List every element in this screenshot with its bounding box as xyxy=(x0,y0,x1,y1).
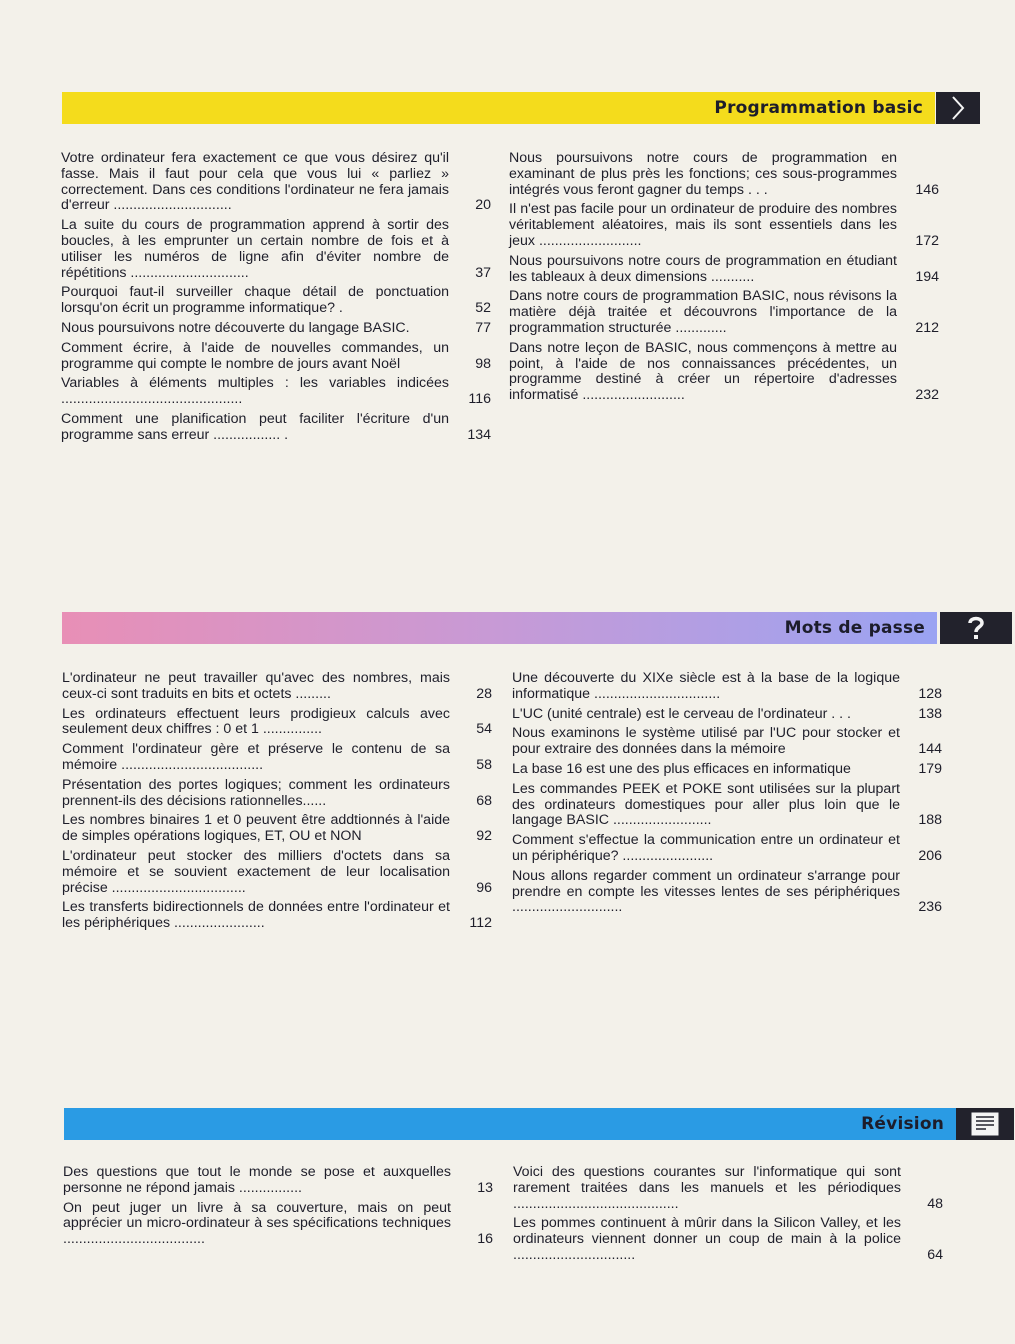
toc-entry-text: Présentation des portes logiques; comment les ordinateurs prennent-ils des décisions rationnelles...... xyxy=(62,776,450,809)
toc-entry-text: Comment l'ordinateur gère et préserve le contenu de sa mémoire .................................... xyxy=(62,741,450,773)
toc-entry-text: Pourquoi faut-il surveiller chaque détail de ponctuation lorsqu'on écrit un programme informatique? . xyxy=(61,284,449,317)
toc-entry-page: 54 xyxy=(476,721,492,738)
toc-entry-page: 236 xyxy=(918,899,942,916)
toc-entry-page: 13 xyxy=(477,1179,493,1196)
toc-entry-page: 212 xyxy=(915,319,939,336)
toc-entry-page: 68 xyxy=(476,792,492,809)
toc-entry-page: 179 xyxy=(918,760,942,777)
toc-entry-text: L'UC (unité centrale) est le cerveau de l'ordinateur . . . xyxy=(512,705,851,722)
toc-entry-page: 128 xyxy=(918,685,942,702)
toc-entry-text: Comment écrire, à l'aide de nouvelles commandes, un programme qui compte le nombre de jours avant Noël xyxy=(61,339,449,372)
toc-entry-page: 232 xyxy=(915,387,939,404)
toc-entry-page: 134 xyxy=(467,426,491,443)
toc-entry-text: Les transferts bidirectionnels de données entre l'ordinateur et les périphériques ....................... xyxy=(62,899,450,932)
banner-revision xyxy=(64,1108,956,1140)
section-title: Programmation basic xyxy=(714,98,923,118)
toc-entry-page: 96 xyxy=(476,879,492,896)
toc-entry-text: Une découverte du XIXe siècle est à la base de la logique informatique ................................ xyxy=(512,670,900,702)
toc-column-left xyxy=(63,1165,493,1252)
toc-entry xyxy=(63,1165,493,1197)
toc-entry-text: Voici des questions courantes sur l'informatique qui sont rarement traitées dans les manuels et les périodiques .......................................... xyxy=(513,1164,901,1212)
toc-entry-page: 92 xyxy=(476,828,492,845)
toc-entry-page: 206 xyxy=(918,847,942,864)
toc-entry-text: Nous poursuivons notre découverte du langage BASIC. xyxy=(61,319,410,336)
toc-column-right xyxy=(513,1165,943,1268)
toc-entry-page: 77 xyxy=(475,319,491,336)
toc-entry-page: 144 xyxy=(918,741,942,758)
toc-entry-page: 20 xyxy=(475,197,491,214)
toc-entry-page: 58 xyxy=(476,756,492,773)
toc-entry-text: Nous poursuivons notre cours de programmation en étudiant les tableaux à deux dimensions ........... xyxy=(509,252,897,285)
toc-entry-text: Il n'est pas facile pour un ordinateur de produire des nombres véritablement aléatoires, mais ils sont essentiels dans les jeux .......................... xyxy=(509,201,897,249)
toc-entry-text: Votre ordinateur fera exactement ce que vous désirez qu'il fasse. Mais il faut pour cela que vous lui « parliez » correctement. Dans ces conditions l'ordinateur ne fera jamais d'erreur .............................. xyxy=(61,150,449,214)
toc-entry-text: Comment une planification peut faciliter l'écriture d'un programme sans erreur ................. . xyxy=(61,410,449,443)
toc-entry-page: 138 xyxy=(918,705,942,722)
toc-entry-page: 112 xyxy=(469,915,492,932)
toc-entry-page: 116 xyxy=(468,391,491,408)
toc-entry-page: 28 xyxy=(476,685,492,702)
toc-entry-text: Nous allons regarder comment un ordinateur s'arrange pour prendre en compte les vitesses lentes de ses périphériques ............................ xyxy=(512,867,900,916)
toc-entry-page: 172 xyxy=(915,232,939,249)
toc-entry-text: La base 16 est une des plus efficaces en informatique xyxy=(512,760,851,777)
toc-entry-page: 188 xyxy=(918,812,942,829)
toc-entry-text: L'ordinateur peut stocker des milliers d'octets dans sa mémoire et se souvient exactement de leur localisation précise .................................. xyxy=(62,847,450,896)
section-title: Mots de passe xyxy=(784,618,925,638)
toc-entry-text: Les commandes PEEK et POKE sont utilisées sur la plupart des ordinateurs domestiques pour aller plus loin que le langage BASIC ......................... xyxy=(512,780,900,829)
toc-entry-page: 98 xyxy=(475,355,491,372)
toc-entry-text: Des questions que tout le monde se pose et auxquelles personne ne répond jamais ................ xyxy=(63,1164,451,1196)
toc-entry-text: Comment s'effectue la communication entre un ordinateur et un périphérique? ....................... xyxy=(512,832,900,864)
toc-entry-text: Les nombres binaires 1 et 0 peuvent être addtionnés à l'aide de simples opérations logiques, ET, OU et NON xyxy=(62,812,450,845)
toc-entry-page: 52 xyxy=(475,300,491,317)
section-title: Révision xyxy=(861,1114,944,1134)
toc-entry-text: Nous poursuivons notre cours de programmation en examinant de plus près les fonctions; ces sous-programmes intégrés vous feront gagner du temps . . . xyxy=(509,150,897,198)
toc-entry-text: Les pommes continuent à mûrir dans la Silicon Valley, et les ordinateurs viennent donner un coup de main à la police ............................... xyxy=(513,1215,901,1263)
toc-entry-text: Dans notre leçon de BASIC, nous commençons à mettre au point, à l'aide de nos connaissances précédentes, un programme destiné à créer un répertoire d'adresses informatisé .......................... xyxy=(509,339,897,404)
toc-entry-page: 37 xyxy=(475,264,491,281)
toc-entry-text: Variables à éléments multiples : les variables indicées .............................................. xyxy=(61,375,449,408)
toc-entry-text: On peut juger un livre à sa couverture, mais on peut apprécier un micro-ordinateur à ses spécifications techniques .................................... xyxy=(63,1199,451,1248)
document-icon xyxy=(956,1108,1014,1140)
toc-entry xyxy=(513,1165,943,1212)
toc-entry-text: Les ordinateurs effectuent leurs prodigieux calculs avec seulement deux chiffres : 0 et 1 ............... xyxy=(62,705,450,738)
toc-entry-page: 16 xyxy=(477,1231,493,1248)
toc-entry-page: 146 xyxy=(915,181,939,198)
toc-entry-text: L'ordinateur ne peut travailler qu'avec des nombres, mais ceux-ci sont traduits en bits et octets ......... xyxy=(62,670,450,702)
toc-entry xyxy=(513,1216,943,1263)
toc-entry-text: Nous examinons le système utilisé par l'UC pour stocker et pour extraire des données dans la mémoire xyxy=(512,725,900,758)
toc-entry-text: La suite du cours de programmation apprend à sortir des boucles, à les emprunter un certain nombre de fois et à utiliser les numéros de ligne afin d'éviter nombre de répétitions .............................. xyxy=(61,217,449,281)
toc-entry xyxy=(63,1201,493,1248)
toc-entry-page: 194 xyxy=(915,268,939,285)
toc-entry-page: 64 xyxy=(927,1246,943,1263)
toc-entry-text: Dans notre cours de programmation BASIC, nous révisons la matière déjà traitée et découvrons l'importance de la programmation structurée ............. xyxy=(509,288,897,336)
toc-entry-page: 48 xyxy=(927,1195,943,1212)
